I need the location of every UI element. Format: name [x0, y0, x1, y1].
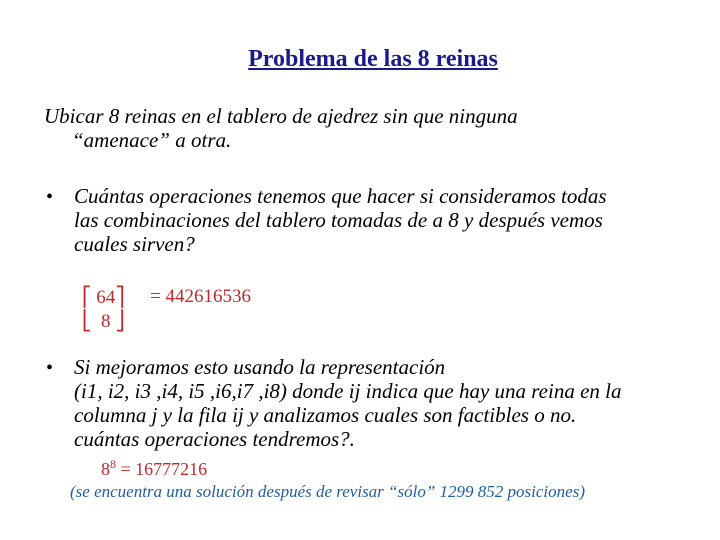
combination-result: = 442616536 [150, 286, 251, 307]
combination-bottom: 8 [101, 311, 111, 332]
bullet-2-line-2-rest: donde ij indica que hay una reina en la [286, 379, 622, 403]
page-title: Problema de las 8 reinas [248, 46, 498, 72]
queen-tuple: (i1, i2, i3 ,i4, i5 ,i6,i7 ,i8) [74, 379, 287, 403]
bullet-2-line-2 [74, 379, 714, 403]
bullet-1-line-2: las combinaciones del tablero tomadas de a 8 y después vemos [74, 208, 603, 232]
combination-top: 64 [96, 287, 116, 308]
combination-expression: ⎡ 64 ⎤ ⎣ 8 ⎦ [82, 287, 125, 332]
bullet-2-text [74, 355, 714, 451]
power-exponent: 8 [110, 457, 116, 471]
solution-note: (se encuentra una solución después de revisar “sólo” 1299 852 posiciones) [70, 482, 585, 501]
bullet-2-line-3: columna j y la fila ij y analizamos cuales son factibles o no. [74, 403, 577, 427]
bullet-marker-2: • [46, 357, 54, 379]
power-base: 8 [101, 459, 110, 479]
intro-line-2: “amenace” a otra. [72, 128, 232, 152]
intro-line-1: Ubicar 8 reinas en el tablero de ajedrez sin que ninguna [44, 104, 518, 128]
bullet-2-line-1: Si mejoramos esto usando la representación [74, 355, 446, 379]
bullet-2-line-4: cuántas operaciones tendremos?. [74, 427, 355, 451]
bullet-1-text [74, 184, 694, 256]
bullet-marker-1: • [46, 186, 54, 208]
power-result: = 16777216 [116, 459, 208, 479]
power-expression [101, 457, 207, 480]
bullet-1-line-1: Cuántas operaciones tenemos que hacer si consideramos todas [74, 184, 607, 208]
bullet-1-line-3: cuales sirven? [74, 232, 195, 256]
intro-paragraph [44, 104, 664, 152]
